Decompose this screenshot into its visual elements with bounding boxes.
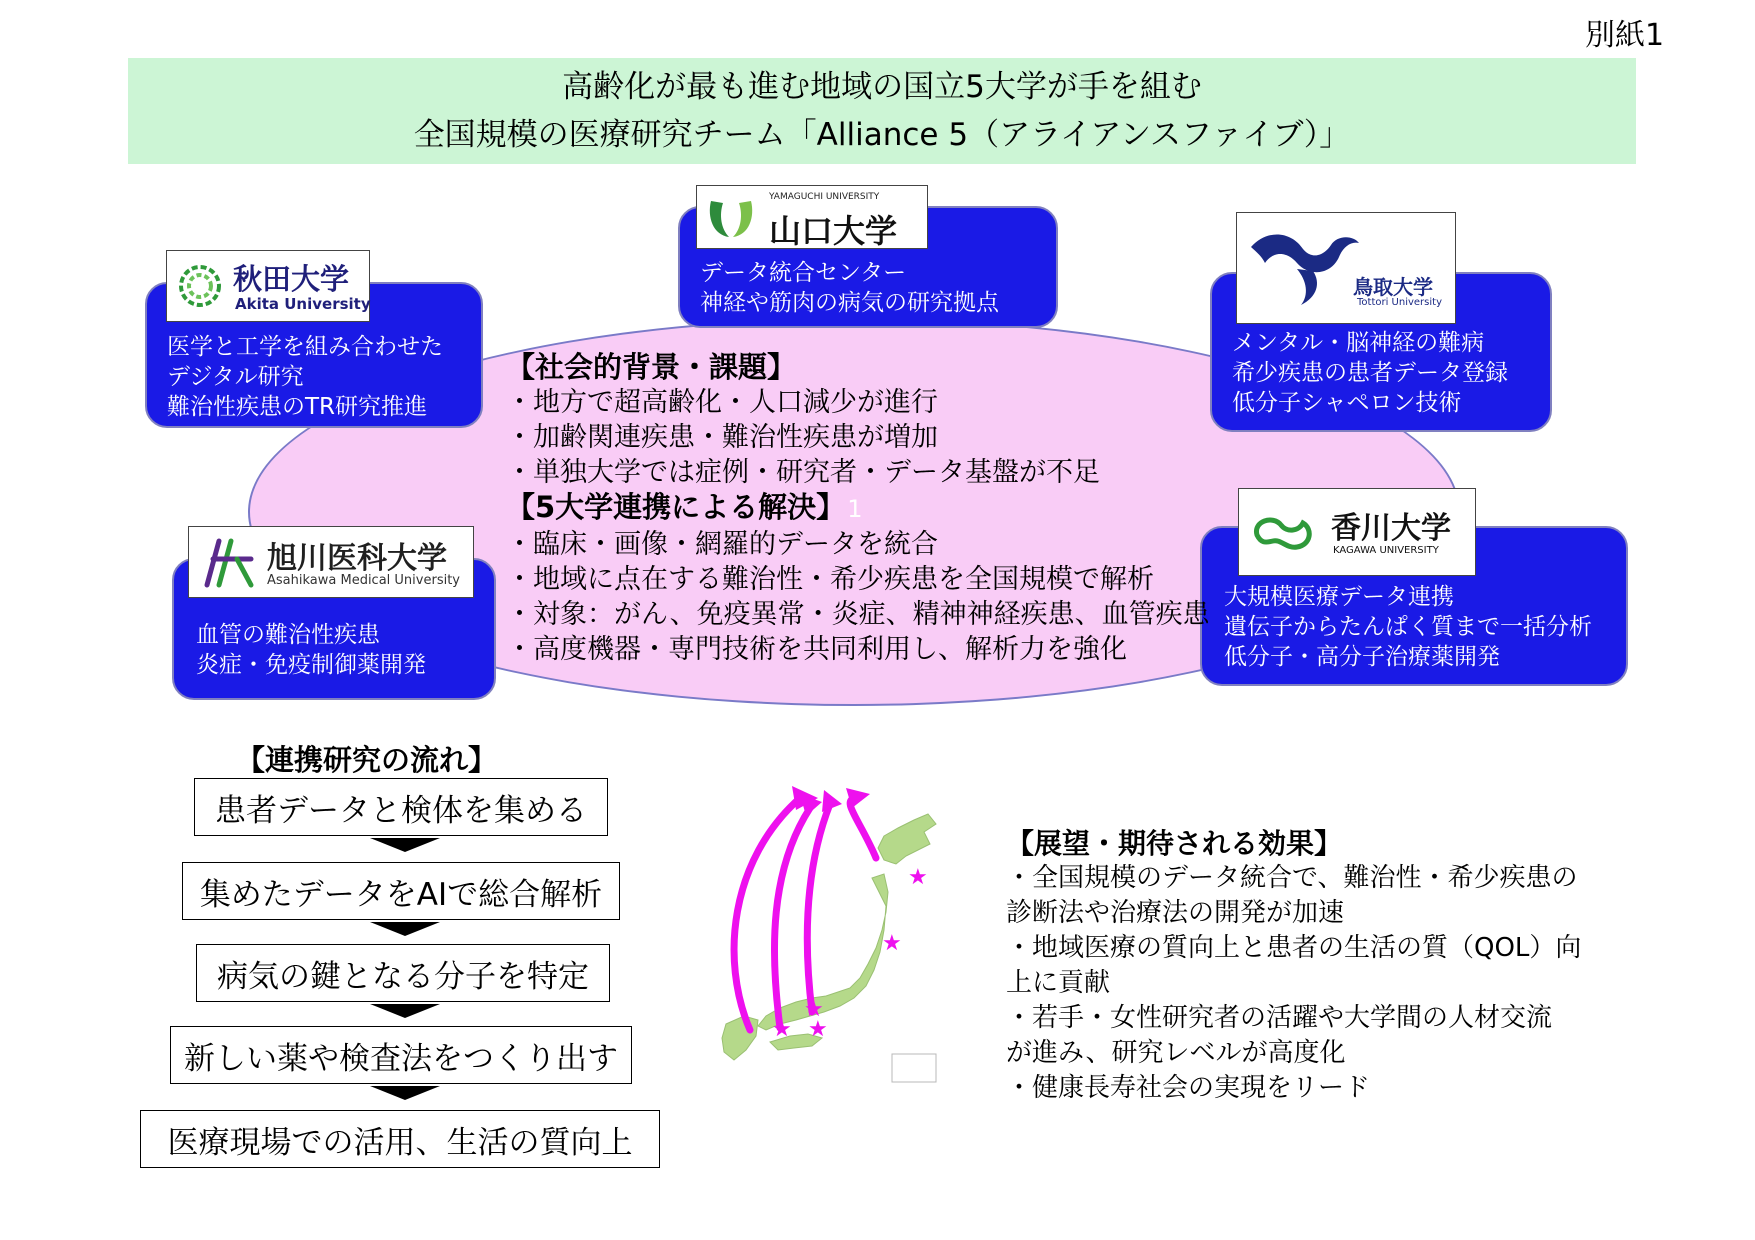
tottori-logo-sub: Tottori University bbox=[1357, 297, 1442, 308]
outlook-line: ・地域医療の質向上と患者の生活の質（QOL）向 bbox=[1006, 933, 1582, 963]
title-line-2: 全国規模の医療研究チーム「Alliance 5（アライアンスファイブ）」 bbox=[413, 117, 1351, 153]
akita-logo-sub: Akita University bbox=[235, 295, 371, 313]
title-banner bbox=[128, 58, 1636, 164]
flow-step-1: 患者データと検体を集める bbox=[194, 778, 608, 836]
outlook-line: が進み、研究レベルが高度化 bbox=[1006, 1038, 1346, 1068]
yamaguchi-line-2: 神経や筋肉の病気の研究拠点 bbox=[700, 290, 999, 316]
down-arrow-icon bbox=[370, 922, 440, 936]
flow-step-4: 新しい薬や検査法をつくり出す bbox=[170, 1026, 632, 1084]
kagawa-logo-sub: KAGAWA UNIVERSITY bbox=[1333, 545, 1439, 556]
asahikawa-logo-name: 旭川医科大学 bbox=[267, 541, 447, 576]
tottori-emblem-icon bbox=[1247, 225, 1367, 311]
tottori-logo bbox=[1236, 212, 1456, 324]
center-item: ・単独大学では症例・研究者・データ基盤が不足 bbox=[506, 457, 1100, 488]
yamaguchi-logo-name: 山口大学 bbox=[769, 212, 898, 250]
center-item: ・高度機器・専門技術を共同利用し、解析力を強化 bbox=[506, 634, 1127, 665]
svg-text:★: ★ bbox=[808, 1017, 828, 1042]
kagawa-logo bbox=[1238, 488, 1476, 576]
svg-text:★: ★ bbox=[908, 865, 928, 890]
title-line-1: 高齢化が最も進む地域の国立5大学が手を組む bbox=[562, 69, 1202, 105]
yamaguchi-line-1: データ統合センター bbox=[700, 260, 907, 286]
outlook-section bbox=[1006, 826, 1581, 1106]
kagawa-logo-name: 香川大学 bbox=[1331, 511, 1451, 546]
kagawa-line-3: 低分子・高分子治療薬開発 bbox=[1224, 644, 1500, 670]
kagawa-emblem-icon bbox=[1251, 511, 1317, 553]
center-text bbox=[506, 350, 1210, 667]
tottori-logo-name: 鳥取大学 bbox=[1353, 275, 1433, 299]
asahikawa-line-1: 血管の難治性疾患 bbox=[196, 622, 380, 648]
svg-text:★: ★ bbox=[804, 997, 824, 1022]
center-heading-2: 【5大学連携による解決】 bbox=[506, 490, 846, 524]
kagawa-line-1: 大規模医療データ連携 bbox=[1224, 584, 1454, 610]
center-item: ・加齢関連疾患・難治性疾患が増加 bbox=[506, 422, 938, 453]
asahikawa-emblem-icon bbox=[199, 537, 259, 589]
japan-map-land bbox=[722, 814, 936, 1060]
outlook-line: 診断法や治療法の開発が加速 bbox=[1006, 898, 1345, 928]
outlook-line: 上に貢献 bbox=[1006, 968, 1111, 998]
akita-emblem-icon bbox=[175, 261, 225, 311]
center-heading-1: 【社会的背景・課題】 bbox=[506, 350, 797, 384]
flow-step-2: 集めたデータをAIで総合解析 bbox=[182, 862, 620, 920]
outlook-line: ・若手・女性研究者の活躍や大学間の人材交流 bbox=[1006, 1003, 1553, 1033]
akita-logo bbox=[166, 250, 370, 322]
center-item: ・地方で超高齢化・人口減少が進行 bbox=[506, 387, 938, 418]
outlook-line: ・全国規模のデータ統合で、難治性・希少疾患の bbox=[1006, 863, 1578, 893]
down-arrow-icon bbox=[370, 1004, 440, 1018]
flow-title: 【連携研究の流れ】 bbox=[236, 743, 498, 777]
kagawa-line-2: 遺伝子からたんぱく質まで一括分析 bbox=[1224, 614, 1592, 640]
document-label: 別紙1 bbox=[1585, 18, 1665, 53]
akita-line-2: デジタル研究 bbox=[167, 364, 304, 390]
svg-text:★: ★ bbox=[882, 931, 902, 956]
outlook-line: ・健康長寿社会の実現をリード bbox=[1006, 1073, 1371, 1103]
arrowheads bbox=[792, 786, 870, 816]
down-arrow-icon bbox=[370, 838, 440, 852]
center-heading-2-note: 1 bbox=[847, 495, 863, 523]
tottori-line-3: 低分子シャペロン技術 bbox=[1232, 390, 1462, 416]
asahikawa-logo-sub: Asahikawa Medical University bbox=[267, 573, 460, 588]
yamaguchi-logo-small: YAMAGUCHI UNIVERSITY bbox=[769, 192, 880, 202]
japan-map bbox=[700, 780, 960, 1105]
okinawa-inset bbox=[892, 1054, 936, 1082]
asahikawa-line-2: 炎症・免疫制御薬開発 bbox=[196, 652, 426, 678]
flow-step-3: 病気の鍵となる分子を特定 bbox=[196, 944, 610, 1002]
yamaguchi-emblem-icon bbox=[705, 193, 757, 243]
akita-line-3: 難治性疾患のTR研究推進 bbox=[167, 394, 428, 420]
center-item: ・臨床・画像・網羅的データを統合 bbox=[506, 529, 938, 560]
center-item: ・対象：がん、免疫異常・炎症、精神神経疾患、血管疾患 bbox=[506, 599, 1210, 630]
tottori-line-1: メンタル・脳神経の難病 bbox=[1232, 330, 1485, 356]
yamaguchi-logo bbox=[696, 185, 928, 249]
tottori-line-2: 希少疾患の患者データ登録 bbox=[1232, 360, 1508, 386]
flow-step-5: 医療現場での活用、生活の質向上 bbox=[140, 1110, 660, 1168]
akita-line-1: 医学と工学を組み合わせた bbox=[167, 334, 443, 360]
svg-text:★: ★ bbox=[772, 1017, 792, 1042]
akita-logo-name: 秋田大学 bbox=[233, 262, 350, 296]
center-item: ・地域に点在する難治性・希少疾患を全国規模で解析 bbox=[506, 564, 1154, 595]
down-arrow-icon bbox=[370, 1086, 440, 1100]
outlook-heading: 【展望・期待される効果】 bbox=[1006, 827, 1343, 860]
asahikawa-logo bbox=[188, 526, 474, 598]
